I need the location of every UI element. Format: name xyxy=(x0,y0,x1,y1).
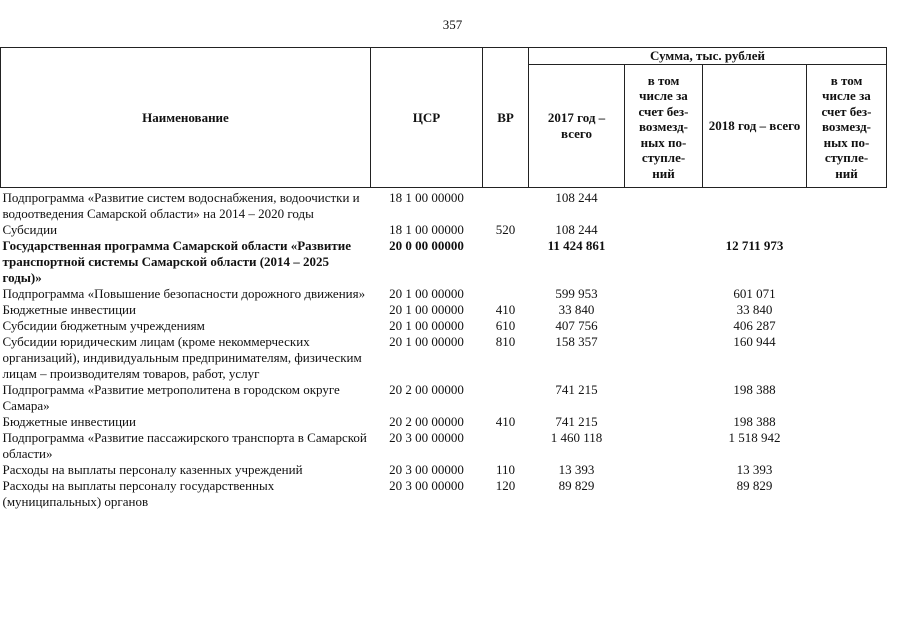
row-csr: 20 0 00 00000 xyxy=(389,238,464,253)
row-vr: 610 xyxy=(495,318,516,333)
row-name: Субсидии xyxy=(2,222,58,237)
row-2018-free xyxy=(807,238,887,286)
row-csr: 18 1 00 00000 xyxy=(389,190,464,205)
row-2017-free xyxy=(625,462,703,478)
row-name: Расходы на выплаты персоналу государственных (муниципальных) органов xyxy=(2,478,275,509)
row-2017-free xyxy=(625,430,703,462)
row-csr: 20 3 00 00000 xyxy=(389,462,464,477)
row-2017-total: 158 357 xyxy=(555,334,598,349)
table-row xyxy=(1,382,887,414)
row-vr: 520 xyxy=(495,222,516,237)
row-2018-total: 601 071 xyxy=(733,286,776,301)
row-2018-total: 89 829 xyxy=(736,478,773,493)
row-vr: 810 xyxy=(495,334,516,349)
row-2017-total: 108 244 xyxy=(555,222,598,237)
header-name: Наименование xyxy=(1,48,371,188)
table-row xyxy=(1,462,887,478)
row-2017-total: 33 840 xyxy=(558,302,595,317)
table-row xyxy=(1,286,887,302)
header-2018-free: в том числе за счет без- возмезд- ных по- ступле- ний xyxy=(807,65,887,188)
row-csr: 20 1 00 00000 xyxy=(389,286,464,301)
row-2018-total xyxy=(703,188,807,223)
row-2018-free xyxy=(807,382,887,414)
row-2017-free xyxy=(625,382,703,414)
table-row xyxy=(1,334,887,382)
table-row xyxy=(1,238,887,286)
row-csr: 20 3 00 00000 xyxy=(389,478,464,493)
row-2017-free xyxy=(625,238,703,286)
row-2018-total xyxy=(703,222,807,238)
row-2017-total: 11 424 861 xyxy=(547,238,606,253)
row-vr xyxy=(483,382,529,414)
row-vr: 120 xyxy=(495,478,516,493)
header-sum: Сумма, тыс. рублей xyxy=(529,48,887,65)
row-vr: 410 xyxy=(495,414,516,429)
row-2017-total: 741 215 xyxy=(555,414,598,429)
table-header xyxy=(1,48,887,188)
row-name: Расходы на выплаты персоналу казенных учреждений xyxy=(2,462,303,477)
row-2018-free xyxy=(807,414,887,430)
table-row xyxy=(1,430,887,462)
row-name: Бюджетные инвестиции xyxy=(2,302,136,317)
row-csr: 20 1 00 00000 xyxy=(389,334,464,349)
row-name: Субсидии юридическим лицам (кроме некоммерческих организаций), индивидуальным предпринимателям, физическим лицам – производителям товаров, работ, услуг xyxy=(2,334,362,381)
row-2018-free xyxy=(807,222,887,238)
row-2017-free xyxy=(625,414,703,430)
row-2017-total: 108 244 xyxy=(555,190,598,205)
row-2018-total: 1 518 942 xyxy=(728,430,781,445)
row-2018-free xyxy=(807,188,887,223)
row-vr xyxy=(483,188,529,223)
row-name: Подпрограмма «Повышение безопасности дорожного движения» xyxy=(2,286,366,301)
row-2017-free xyxy=(625,318,703,334)
row-2018-free xyxy=(807,462,887,478)
row-2018-total: 160 944 xyxy=(733,334,776,349)
row-name: Подпрограмма «Развитие пассажирского транспорта в Самарской области» xyxy=(2,430,367,461)
table-body xyxy=(1,188,887,511)
row-2017-free xyxy=(625,286,703,302)
row-2018-total: 198 388 xyxy=(733,414,776,429)
table-row xyxy=(1,414,887,430)
row-vr xyxy=(483,286,529,302)
row-2017-free xyxy=(625,302,703,318)
row-2017-free xyxy=(625,334,703,382)
row-name: Субсидии бюджетным учреждениям xyxy=(2,318,205,333)
row-csr: 18 1 00 00000 xyxy=(389,222,464,237)
row-2018-total: 33 840 xyxy=(736,302,773,317)
row-2018-total: 198 388 xyxy=(733,382,776,397)
row-2018-free xyxy=(807,478,887,510)
row-name: Подпрограмма «Развитие систем водоснабжения, водоочистки и водоотведения Самарской области» на 2014 – 2020 годы xyxy=(2,190,360,221)
table-row xyxy=(1,302,887,318)
row-2018-free xyxy=(807,286,887,302)
table-row xyxy=(1,222,887,238)
row-2018-free xyxy=(807,430,887,462)
row-csr: 20 1 00 00000 xyxy=(389,318,464,333)
row-csr: 20 1 00 00000 xyxy=(389,302,464,317)
row-vr xyxy=(483,238,529,286)
row-csr: 20 2 00 00000 xyxy=(389,382,464,397)
header-csr: ЦСР xyxy=(371,48,483,188)
row-2017-free xyxy=(625,478,703,510)
row-name: Подпрограмма «Развитие метрополитена в городском округе Самара» xyxy=(2,382,340,413)
row-2017-total: 1 460 118 xyxy=(550,430,603,445)
row-2017-total: 89 829 xyxy=(558,478,595,493)
row-2017-total: 741 215 xyxy=(555,382,598,397)
row-2018-free xyxy=(807,302,887,318)
budget-table xyxy=(0,47,887,510)
header-2018-total: 2018 год – всего xyxy=(703,65,807,188)
row-2017-free xyxy=(625,222,703,238)
row-csr: 20 2 00 00000 xyxy=(389,414,464,429)
row-2018-free xyxy=(807,318,887,334)
row-name: Бюджетные инвестиции xyxy=(2,414,136,429)
row-2017-total: 407 756 xyxy=(555,318,598,333)
row-2018-total: 406 287 xyxy=(733,318,776,333)
table-row xyxy=(1,478,887,510)
row-vr: 410 xyxy=(495,302,516,317)
page-number: 357 xyxy=(442,17,463,32)
header-2017-free: в том числе за счет без- возмезд- ных по- ступле- ний xyxy=(625,65,703,188)
row-csr: 20 3 00 00000 xyxy=(389,430,464,445)
row-2018-total: 12 711 973 xyxy=(725,238,784,253)
row-2017-total: 599 953 xyxy=(555,286,598,301)
row-2017-total: 13 393 xyxy=(558,462,595,477)
table-row xyxy=(1,188,887,223)
row-vr xyxy=(483,430,529,462)
header-2017-total: 2017 год – всего xyxy=(529,65,625,188)
table-row xyxy=(1,318,887,334)
row-name: Государственная программа Самарской области «Развитие транспортной системы Самарской области (2014 – 2025 годы)» xyxy=(2,238,352,285)
row-2018-free xyxy=(807,334,887,382)
header-vr: ВР xyxy=(483,48,529,188)
row-vr: 110 xyxy=(495,462,516,477)
row-2017-free xyxy=(625,188,703,223)
row-2018-total: 13 393 xyxy=(736,462,773,477)
